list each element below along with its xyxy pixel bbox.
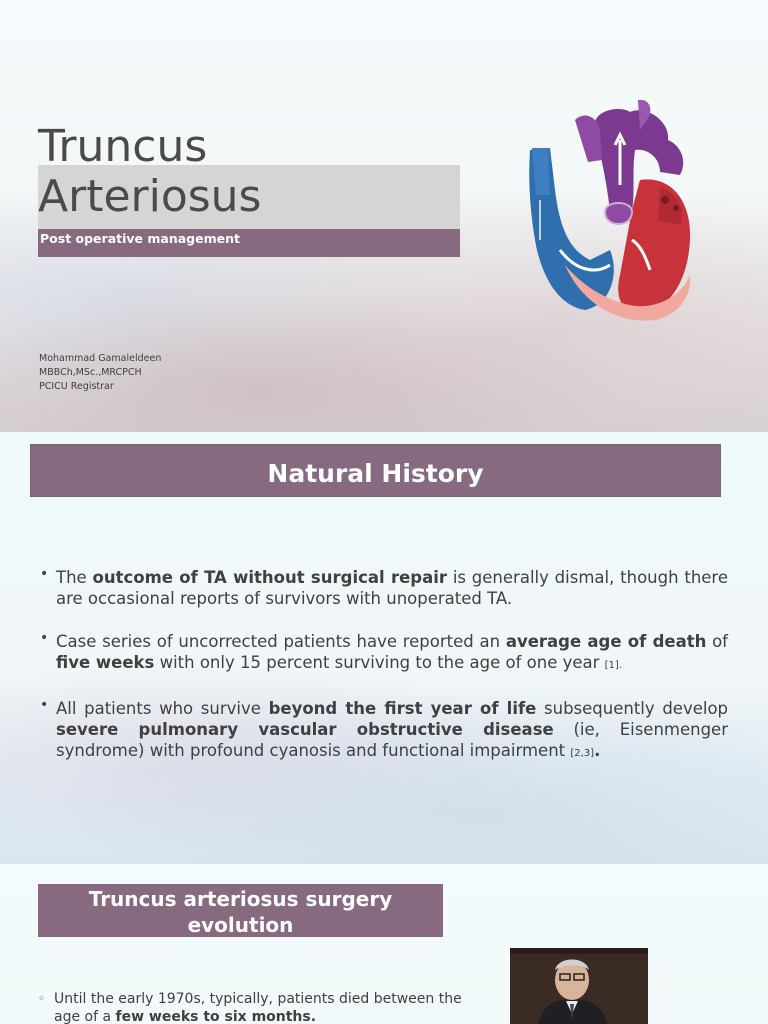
s3-b1-pre: Until the early 1970s, typically, patients died between the age of a <box>54 991 462 1024</box>
bullet-outcome <box>38 567 728 609</box>
slide-title <box>38 122 261 222</box>
natural-history-bullets <box>38 567 728 786</box>
portrait-graphic <box>510 948 648 1024</box>
heading-line-2: evolution <box>187 913 294 937</box>
b1-post: is generally dismal, though there are occasional reports of survivors with unoperated TA. <box>56 568 728 608</box>
surgery-evolution-slide <box>0 864 768 1024</box>
author-block <box>39 352 161 394</box>
bullet-dot-small: ◦ <box>38 992 45 1005</box>
natural-history-header-bar <box>30 444 721 497</box>
title-slide <box>0 0 768 432</box>
s3-b1-bold: few weeks to six months. <box>115 1009 317 1024</box>
b1-bold: outcome of TA without surgical repair <box>92 568 448 587</box>
surgery-evolution-heading <box>38 886 443 938</box>
author-name: Mohammad Gamaleldeen <box>39 353 162 364</box>
b3-reference: [2,3] <box>570 748 595 759</box>
b3-bold1: beyond the first year of life <box>268 699 537 718</box>
bullet-case-series <box>38 631 728 676</box>
bullet-dot: • <box>40 697 49 713</box>
bullet-early-1970s <box>38 990 478 1024</box>
b2-pre: Case series of uncorrected patients have reported an <box>56 632 506 651</box>
author-role: PCICU Registrar <box>39 381 114 392</box>
heading-line-1: Truncus arteriosus surgery <box>88 887 393 911</box>
natural-history-slide <box>0 432 768 864</box>
natural-history-heading: Natural History <box>267 459 484 488</box>
title-line-2: Arteriosus <box>38 171 262 222</box>
b3-end: . <box>594 741 601 760</box>
b2-post: with only 15 percent surviving to the age of one year <box>154 653 605 672</box>
heart-illustration <box>520 100 700 330</box>
b3-post: (ie, Eisenmenger syndrome) with profound cyanosis and functional impairment <box>56 720 728 760</box>
b3-bold2: severe pulmonary vascular obstructive disease <box>56 720 554 739</box>
bullet-dot: • <box>40 566 49 582</box>
b1-pre: The <box>56 568 93 587</box>
author-degrees: MBBCh,MSc.,MRCPCH <box>39 367 142 378</box>
title-line-1: Truncus <box>38 121 208 172</box>
bullet-dot: • <box>40 630 49 646</box>
b2-mid: of <box>706 632 728 651</box>
b3-pre: All patients who survive <box>56 699 269 718</box>
bullet-survivors <box>38 698 728 764</box>
b2-bold2: five weeks <box>56 653 155 672</box>
b3-mid: subsequently develop <box>536 699 729 718</box>
slide-subtitle: Post operative management <box>40 231 240 246</box>
surgery-evolution-header-bar <box>38 884 443 937</box>
b2-reference: [1]. <box>604 660 622 671</box>
subtitle-bar <box>38 229 460 257</box>
surgeon-portrait <box>510 948 648 1024</box>
b2-bold1: average age of death <box>505 632 707 651</box>
